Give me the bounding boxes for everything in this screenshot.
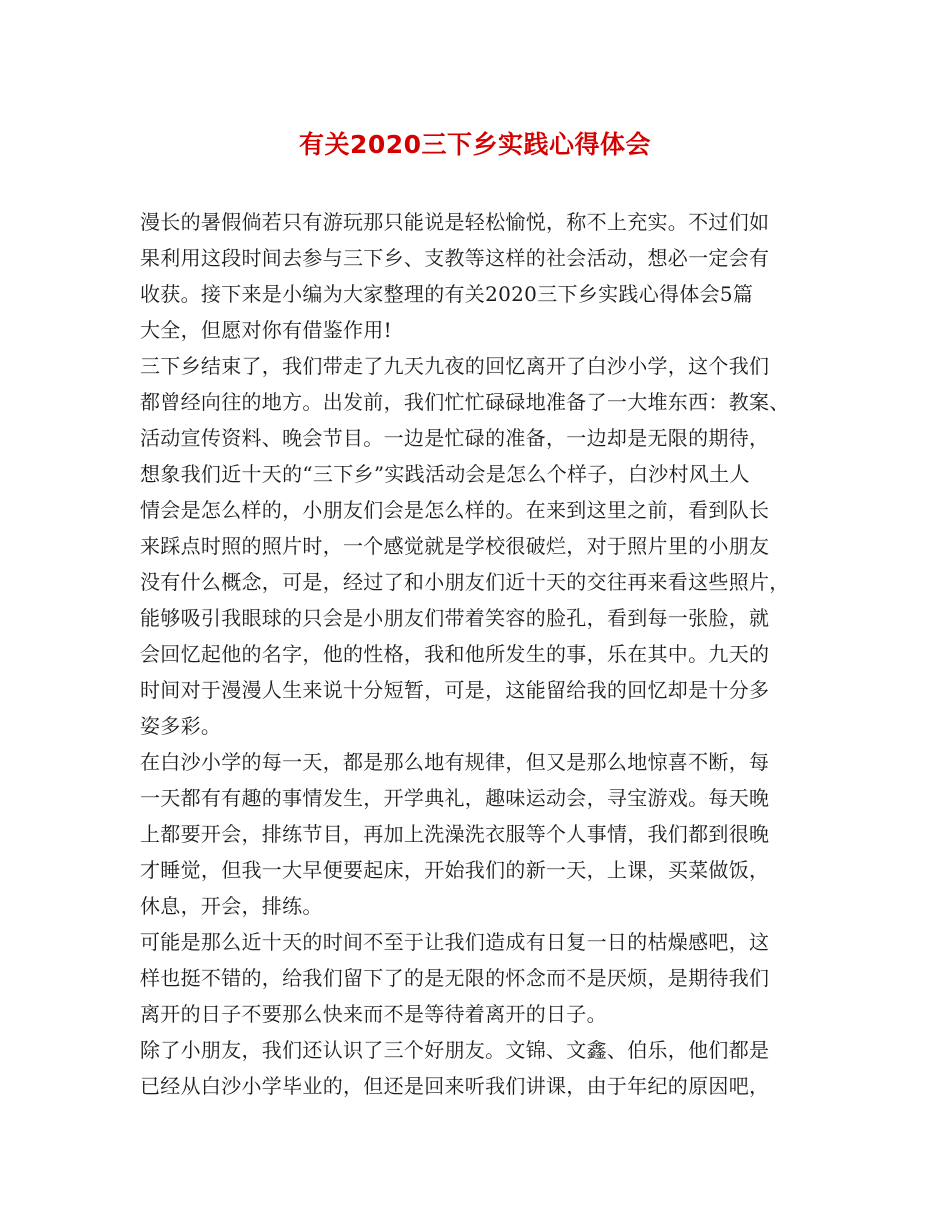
text-line: 没有什么概念，可是，经过了和小朋友们近十天的交往再来看这些照片， <box>140 570 790 594</box>
text-line: 一天都有有趣的事情发生，开学典礼，趣味运动会，寻宝游戏。每天晚 <box>140 786 770 810</box>
text-line: 大全，但愿对你有借鉴作用! <box>140 318 392 342</box>
document-body <box>140 204 820 1104</box>
text-line: 三下乡结束了，我们带走了九天九夜的回忆离开了白沙小学，这个我们 <box>140 354 770 378</box>
text-line: 可能是那么近十天的时间不至于让我们造成有日复一日的枯燥感吧，这 <box>140 930 770 954</box>
text-line: 时间对于漫漫人生来说十分短暂，可是，这能留给我的回忆却是十分多 <box>140 678 770 702</box>
text-line: 能够吸引我眼球的只会是小朋友们带着笑容的脸孔，看到每一张脸，就 <box>140 606 770 630</box>
text-line: 情会是怎么样的，小朋友们会是怎么样的。在来到这里之前，看到队长 <box>140 498 770 522</box>
text-line: 休息，开会，排练。 <box>140 894 323 918</box>
text-line: 上都要开会，排练节目，再加上洗澡洗衣服等个人事情，我们都到很晚 <box>140 822 770 846</box>
text-line: 已经从白沙小学毕业的，但还是回来听我们讲课，由于年纪的原因吧， <box>140 1074 770 1098</box>
text-line: 才睡觉，但我一大早便要起床，开始我们的新一天，上课，买菜做饭， <box>140 858 770 882</box>
text-line: 姿多彩。 <box>140 714 222 738</box>
document-title: 有关2020三下乡实践心得体会 <box>298 130 652 159</box>
text-line: 来踩点时照的照片时，一个感觉就是学校很破烂，对于照片里的小朋友 <box>140 534 770 558</box>
text-line: 会回忆起他的名字，他的性格，我和他所发生的事，乐在其中。九天的 <box>140 642 770 666</box>
text-line: 在白沙小学的每一天，都是那么地有规律，但又是那么地惊喜不断，每 <box>140 750 770 774</box>
text-line: 果利用这段时间去参与三下乡、支教等这样的社会活动，想必一定会有 <box>140 246 770 270</box>
text-line: 样也挺不错的，给我们留下了的是无限的怀念而不是厌烦，是期待我们 <box>140 966 770 990</box>
text-line: 除了小朋友，我们还认识了三个好朋友。文锦、文鑫、伯乐，他们都是 <box>140 1038 770 1062</box>
text-line: 都曾经向往的地方。出发前，我们忙忙碌碌地准备了一大堆东西：教案、 <box>140 390 790 414</box>
text-line: 收获。接下来是小编为大家整理的有关2020三下乡实践心得体会5篇 <box>140 282 754 306</box>
text-line: 想象我们近十天的“三下乡”实践活动会是怎么个样子，白沙村风土人 <box>140 462 750 486</box>
text-line: 离开的日子不要那么快来而不是等待着离开的日子。 <box>140 1002 607 1026</box>
text-line: 活动宣传资料、晚会节目。一边是忙碌的准备，一边却是无限的期待， <box>140 426 770 450</box>
text-line: 漫长的暑假倘若只有游玩那只能说是轻松愉悦，称不上充实。不过们如 <box>140 210 770 234</box>
